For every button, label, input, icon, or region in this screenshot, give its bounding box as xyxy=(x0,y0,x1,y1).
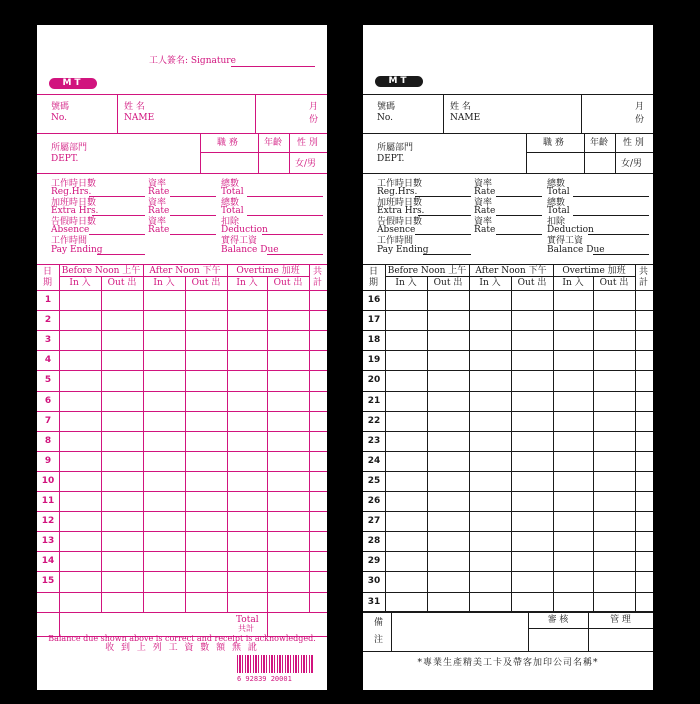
divider xyxy=(528,628,653,629)
sex-label: 性 別 xyxy=(297,138,318,148)
wage-section xyxy=(363,179,653,259)
day-number: 20 xyxy=(367,375,381,386)
divider xyxy=(267,276,268,636)
month-label: 月 xyxy=(635,102,645,112)
divider xyxy=(143,264,144,612)
day-number: 15 xyxy=(41,576,55,587)
age-label: 年齡 xyxy=(264,138,283,148)
divider xyxy=(427,276,428,611)
divider xyxy=(200,133,201,173)
divider xyxy=(309,264,310,612)
sex-label: 性 別 xyxy=(623,138,644,148)
divider xyxy=(37,264,327,265)
extra-hrs-cn: 加班時日數 xyxy=(377,198,423,208)
row-divider xyxy=(363,571,653,572)
total-cn: 總數 xyxy=(221,198,240,208)
total-field[interactable] xyxy=(247,215,323,216)
divider xyxy=(615,133,616,173)
before-noon-header: Before Noon 上午 xyxy=(387,266,467,276)
rate-field[interactable] xyxy=(170,234,216,235)
day-number: 17 xyxy=(367,315,381,326)
day-number: 23 xyxy=(367,435,381,446)
extra-hrs-field[interactable] xyxy=(92,215,145,216)
day-number: 2 xyxy=(44,315,52,326)
remarks-label: 備 xyxy=(374,618,384,628)
divider xyxy=(200,152,327,153)
before-noon-header: Before Noon 上午 xyxy=(61,266,141,276)
barcode xyxy=(237,655,313,673)
month-label: 月 xyxy=(309,102,319,112)
day-number: 4 xyxy=(44,355,52,366)
row-divider xyxy=(37,471,327,472)
total-row-label-en: Total xyxy=(236,615,259,625)
month-label: 份 xyxy=(309,115,319,125)
extra-hrs-en: Extra Hrs. xyxy=(377,206,425,216)
balance-due-en: Balance Due xyxy=(547,245,605,255)
divider xyxy=(363,173,653,174)
dept-label-cn: 所屬部門 xyxy=(377,143,414,153)
wage-section xyxy=(37,179,327,259)
row-divider xyxy=(37,391,327,392)
dept-label-en: DEPT. xyxy=(51,154,79,164)
remarks-label: 注 xyxy=(374,635,384,645)
row-divider xyxy=(363,451,653,452)
row-divider xyxy=(363,471,653,472)
out-label: Out 出 xyxy=(273,278,303,288)
overtime-header: Overtime 加班 xyxy=(236,266,300,276)
date-label: 日 xyxy=(43,267,53,277)
divider xyxy=(593,276,594,611)
day-number: 5 xyxy=(44,375,52,386)
total-en: Total xyxy=(221,187,244,197)
row-divider xyxy=(37,531,327,532)
pay-ending-field[interactable] xyxy=(97,254,145,255)
rate-field[interactable] xyxy=(170,215,216,216)
divider xyxy=(526,133,527,173)
out-label: Out 出 xyxy=(191,278,221,288)
in-label: In 入 xyxy=(236,278,258,288)
extra-hrs-en: Extra Hrs. xyxy=(51,206,99,216)
row-divider xyxy=(37,571,327,572)
row-divider xyxy=(37,592,327,593)
absence-cn: 告假時日數 xyxy=(51,217,97,227)
punch-grid xyxy=(363,290,653,611)
row-divider xyxy=(37,451,327,452)
row-divider xyxy=(37,551,327,552)
total-field[interactable] xyxy=(573,196,649,197)
reg-hrs-cn: 工作時日數 xyxy=(377,179,423,189)
pay-ending-en: Pay Ending xyxy=(377,245,429,255)
date-label: 日 xyxy=(369,267,379,277)
row-divider xyxy=(363,551,653,552)
divider xyxy=(289,133,290,173)
day-number: 3 xyxy=(44,335,52,346)
out-label: Out 出 xyxy=(517,278,547,288)
day-number: 7 xyxy=(44,415,52,426)
divider xyxy=(227,264,228,612)
in-label: In 入 xyxy=(395,278,417,288)
total-cn: 總數 xyxy=(547,198,566,208)
balance-due-en: Balance Due xyxy=(221,245,279,255)
divider xyxy=(584,133,585,173)
row-divider xyxy=(363,370,653,371)
deduction-cn: 扣除 xyxy=(547,217,566,227)
reg-hrs-cn: 工作時日數 xyxy=(51,179,97,189)
day-number: 14 xyxy=(41,556,55,567)
printer-note: *專業生產精美工卡及帶客加印公司名稱* xyxy=(417,658,599,668)
divider xyxy=(511,276,512,611)
position-label: 職 務 xyxy=(543,138,564,148)
rate-field[interactable] xyxy=(496,234,542,235)
pay-ending-cn: 工作時間 xyxy=(377,236,414,246)
day-number: 12 xyxy=(41,516,55,527)
day-number: 13 xyxy=(41,536,55,547)
deduction-cn: 扣除 xyxy=(221,217,240,227)
in-label: In 入 xyxy=(153,278,175,288)
divider xyxy=(526,152,653,153)
reg-hrs-en: Reg.Hrs. xyxy=(377,187,418,197)
out-label: Out 出 xyxy=(599,278,629,288)
dept-label-en: DEPT. xyxy=(377,154,405,164)
rate-en: Rate xyxy=(148,206,170,216)
divider xyxy=(117,94,118,133)
day-number: 1 xyxy=(44,295,52,306)
sex-options: 女/男 xyxy=(621,159,643,169)
signature-line[interactable] xyxy=(231,66,315,67)
date-label: 期 xyxy=(43,278,53,288)
absence-field[interactable] xyxy=(89,234,145,235)
overtime-header: Overtime 加班 xyxy=(562,266,626,276)
reg-hrs-en: Reg.Hrs. xyxy=(51,187,92,197)
rate-en: Rate xyxy=(474,206,496,216)
name-label-cn: 姓 名 xyxy=(124,102,145,112)
name-label-en: NAME xyxy=(124,113,155,123)
divider xyxy=(443,94,444,133)
total-en: Total xyxy=(221,206,244,216)
row-divider xyxy=(37,411,327,412)
total-col-label: 共 xyxy=(639,267,649,277)
day-number: 16 xyxy=(367,295,381,306)
reg-hrs-field[interactable] xyxy=(89,196,145,197)
total-col-label: 計 xyxy=(639,278,649,288)
absence-cn: 告假時日數 xyxy=(377,217,423,227)
rate-field[interactable] xyxy=(496,196,542,197)
after-noon-header: After Noon 下午 xyxy=(149,266,221,276)
divider xyxy=(255,94,256,133)
dept-label-cn: 所屬部門 xyxy=(51,143,88,153)
time-card-front xyxy=(37,25,327,690)
total-en: Total xyxy=(547,206,570,216)
signature-label: 工人簽名: Signature xyxy=(149,56,236,66)
day-number: 28 xyxy=(367,536,381,547)
date-label: 期 xyxy=(369,278,379,288)
divider xyxy=(37,612,327,613)
rate-cn: 資率 xyxy=(474,198,493,208)
rate-en: Rate xyxy=(474,187,496,197)
pay-ending-cn: 工作時間 xyxy=(51,236,88,246)
time-card-back xyxy=(363,25,653,690)
row-divider xyxy=(37,431,327,432)
absence-field[interactable] xyxy=(415,234,471,235)
row-divider xyxy=(37,330,327,331)
mt-badge: MT xyxy=(49,78,97,89)
day-number: 27 xyxy=(367,516,381,527)
balance-due-cn: 實得工資 xyxy=(221,236,258,246)
total-col-label: 計 xyxy=(313,278,323,288)
reg-hrs-field[interactable] xyxy=(415,196,471,197)
total-field[interactable] xyxy=(247,196,323,197)
balance-due-cn: 實得工資 xyxy=(547,236,584,246)
after-noon-header: After Noon 下午 xyxy=(475,266,547,276)
divider xyxy=(553,264,554,611)
rate-field[interactable] xyxy=(170,196,216,197)
rate-field[interactable] xyxy=(496,215,542,216)
rate-en: Rate xyxy=(148,225,170,235)
acknowledgement-en: Balance due shown above is correct and receipt is acknowledged. xyxy=(48,634,316,643)
manage-label: 管 理 xyxy=(610,615,631,625)
total-field[interactable] xyxy=(573,215,649,216)
out-label: Out 出 xyxy=(433,278,463,288)
day-number: 8 xyxy=(44,435,52,446)
day-number: 30 xyxy=(367,576,381,587)
remarks-field[interactable] xyxy=(393,613,526,649)
day-number: 11 xyxy=(41,496,55,507)
acknowledgement-cn: 收 到 上 列 工 資 數 額 無 訛 xyxy=(105,643,259,653)
name-label-cn: 姓 名 xyxy=(450,102,471,112)
extra-hrs-cn: 加班時日數 xyxy=(51,198,97,208)
divider xyxy=(185,276,186,612)
divider xyxy=(469,264,470,611)
total-row-label-cn: 共計 xyxy=(238,624,254,633)
age-label: 年齡 xyxy=(590,138,609,148)
deduction-en: Deduction xyxy=(547,225,594,235)
out-label: Out 出 xyxy=(107,278,137,288)
divider xyxy=(59,264,60,636)
day-number: 19 xyxy=(367,355,381,366)
rate-en: Rate xyxy=(474,225,496,235)
total-cn: 總數 xyxy=(547,179,566,189)
total-en: Total xyxy=(547,187,570,197)
total-cn: 總數 xyxy=(221,179,240,189)
divider xyxy=(363,133,653,134)
rate-cn: 資率 xyxy=(148,198,167,208)
no-label-cn: 號碼 xyxy=(377,102,396,112)
rate-en: Rate xyxy=(148,187,170,197)
balance-due-field[interactable] xyxy=(593,254,649,255)
row-divider xyxy=(363,511,653,512)
day-number: 9 xyxy=(44,455,52,466)
rate-cn: 資率 xyxy=(474,217,493,227)
day-number: 25 xyxy=(367,475,381,486)
divider xyxy=(391,611,392,651)
day-number: 24 xyxy=(367,455,381,466)
balance-due-field[interactable] xyxy=(267,254,323,255)
divider xyxy=(37,94,327,95)
row-divider xyxy=(37,370,327,371)
divider xyxy=(101,276,102,612)
divider xyxy=(363,94,653,95)
barcode-number: 6 92839 20001 xyxy=(237,675,292,683)
pay-ending-en: Pay Ending xyxy=(51,245,103,255)
in-label: In 入 xyxy=(69,278,91,288)
row-divider xyxy=(363,411,653,412)
no-label-en: No. xyxy=(51,113,67,123)
no-label-cn: 號碼 xyxy=(51,102,70,112)
total-col-label: 共 xyxy=(313,267,323,277)
divider xyxy=(581,94,582,133)
day-number: 6 xyxy=(44,395,52,406)
in-label: In 入 xyxy=(562,278,584,288)
row-divider xyxy=(363,310,653,311)
row-divider xyxy=(363,491,653,492)
rate-cn: 資率 xyxy=(148,217,167,227)
day-number: 29 xyxy=(367,556,381,567)
row-divider xyxy=(37,310,327,311)
divider xyxy=(363,651,653,652)
pay-ending-field[interactable] xyxy=(423,254,471,255)
day-number: 22 xyxy=(367,415,381,426)
row-divider xyxy=(37,350,327,351)
divider xyxy=(59,276,309,277)
sex-options: 女/男 xyxy=(295,159,317,169)
mt-badge: MT xyxy=(375,76,423,87)
deduction-field[interactable] xyxy=(588,234,649,235)
divider xyxy=(363,264,653,265)
divider xyxy=(258,133,259,173)
day-number: 18 xyxy=(367,335,381,346)
day-number: 21 xyxy=(367,395,381,406)
position-label: 職 務 xyxy=(217,138,238,148)
divider xyxy=(385,276,635,277)
row-divider xyxy=(37,511,327,512)
row-divider xyxy=(363,531,653,532)
row-divider xyxy=(37,491,327,492)
rate-cn: 資率 xyxy=(148,179,167,189)
row-divider xyxy=(363,350,653,351)
row-divider xyxy=(363,431,653,432)
day-number: 26 xyxy=(367,496,381,507)
deduction-field[interactable] xyxy=(262,234,323,235)
punch-grid xyxy=(37,290,327,612)
divider xyxy=(635,264,636,611)
day-number: 10 xyxy=(41,475,55,486)
row-divider xyxy=(363,391,653,392)
day-number: 31 xyxy=(367,596,381,607)
name-label-en: NAME xyxy=(450,113,481,123)
rate-cn: 資率 xyxy=(474,179,493,189)
divider xyxy=(37,133,327,134)
row-divider xyxy=(363,592,653,593)
in-label: In 入 xyxy=(479,278,501,288)
divider xyxy=(37,173,327,174)
extra-hrs-field[interactable] xyxy=(418,215,471,216)
divider xyxy=(385,264,386,611)
deduction-en: Deduction xyxy=(221,225,268,235)
absence-en: Absence xyxy=(377,225,416,235)
absence-en: Absence xyxy=(51,225,90,235)
audit-label: 審 核 xyxy=(547,615,569,625)
divider xyxy=(363,611,653,612)
month-label: 份 xyxy=(635,115,645,125)
no-label-en: No. xyxy=(377,113,393,123)
row-divider xyxy=(363,330,653,331)
